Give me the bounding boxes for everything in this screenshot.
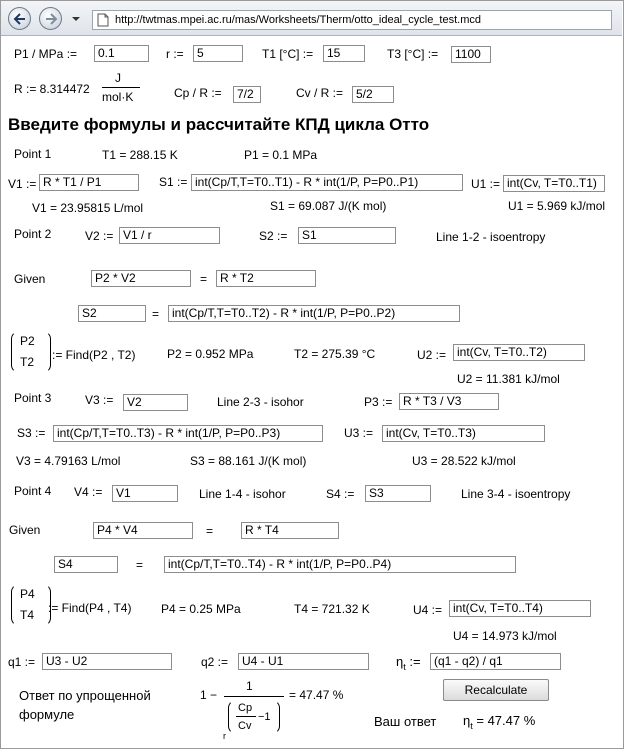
eta-symbol: η (463, 713, 471, 728)
address-bar[interactable] (92, 10, 612, 30)
find-expression: := Find(P4 , T4) (48, 601, 132, 615)
u4-result: U4 = 14.973 kJ/mol (453, 629, 557, 643)
v1-label: V1 := (8, 177, 37, 191)
p3-label: P3 := (364, 395, 393, 409)
p2-result: P2 = 0.952 MPa (167, 347, 254, 361)
u2-formula-input[interactable]: int(Cv, T=T0..T2) (453, 344, 585, 361)
gas-constant-label: R := 8.314472 (14, 82, 90, 96)
s2-formula-input[interactable]: S1 (298, 227, 396, 244)
s3-result: S3 = 88.161 J/(K mol) (190, 454, 307, 468)
line23-label: Line 2-3 - isohor (217, 395, 304, 409)
page-heading: Введите формулы и рассчитайте КПД цикла Отто (8, 115, 430, 134)
point1-label: Point 1 (14, 147, 52, 161)
p3-formula-input[interactable]: R * T3 / V3 (399, 393, 499, 410)
formula-minus-one: −1 (258, 711, 271, 723)
s3-formula-input[interactable]: int(Cp/T,T=T0..T3) - R * int(1/P, P=P0..P3) (53, 425, 323, 442)
v2-formula-input[interactable]: V1 / r (119, 227, 220, 244)
vector-top: P4 (20, 587, 35, 601)
vector-bottom: T2 (20, 355, 35, 369)
back-button[interactable] (8, 7, 31, 30)
fraction-line (102, 87, 140, 88)
formula-cv: Cv (238, 720, 252, 732)
fraction-line (236, 716, 256, 717)
arrow-left-icon (13, 12, 27, 26)
vector-bottom: T4 (20, 608, 35, 622)
arrow-right-icon (44, 12, 58, 26)
v4-label: V4 := (74, 485, 103, 499)
right-paren (43, 331, 51, 373)
v3-formula-input[interactable]: V2 (123, 394, 188, 411)
gas-constant-unit-num: J (115, 71, 121, 85)
u4-label: U4 := (413, 603, 443, 617)
p2v2-input[interactable]: P2 * V2 (91, 270, 191, 287)
s4-formula-input[interactable]: S3 (365, 485, 431, 502)
p1-input[interactable]: 0.1 (94, 45, 149, 62)
point3-label: Point 3 (14, 391, 52, 405)
u4-formula-input[interactable]: int(Cv, T=T0..T4) (449, 600, 591, 617)
r-input[interactable]: 5 (193, 45, 243, 62)
q1-formula-input[interactable]: U3 - U2 (42, 653, 172, 670)
formula-numerator: 1 (246, 679, 253, 693)
rt2-input[interactable]: R * T2 (216, 270, 316, 287)
t4-result: T4 = 721.32 K (294, 602, 370, 616)
v3-label: V3 := (85, 393, 114, 407)
line34-label: Line 3-4 - isoentropy (461, 487, 571, 501)
t3-input[interactable]: 1100 (451, 46, 491, 63)
your-answer-label: Ваш ответ (374, 714, 437, 729)
p1-label: P1 / MPa := (14, 47, 78, 61)
s4-eq-input[interactable]: S4 (54, 556, 118, 573)
cv-r-label: Cv / R := (296, 86, 344, 100)
r-label: r := (166, 47, 184, 61)
q2-formula-input[interactable]: U4 - U1 (238, 653, 369, 670)
equals-sign: = (200, 272, 208, 286)
point2-label: Point 2 (14, 227, 52, 241)
u1-label: U1 := (471, 177, 501, 191)
given-label: Given (14, 272, 46, 286)
right-paren (272, 700, 280, 734)
p4v4-input[interactable]: P4 * V4 (93, 522, 193, 539)
q2-label: q2 := (201, 655, 229, 669)
find-expression: := Find(P2 , T2) (52, 348, 136, 362)
cp-r-label: Cp / R := (174, 86, 222, 100)
page-icon (97, 13, 109, 27)
find-vector-p4-t4 (11, 584, 51, 626)
t1-label: T1 [°C] := (262, 47, 314, 61)
t2-result: T2 = 275.39 °C (294, 347, 376, 361)
equals-sign: = (206, 524, 214, 538)
url-text: http://twtmas.mpei.ac.ru/mas/Worksheets/Therm/otto_ideal_cycle_test.mcd (115, 14, 481, 26)
cp-r-input[interactable]: 7/2 (233, 86, 261, 103)
s2-int-input[interactable]: int(Cp/T,T=T0..T2) - R * int(1/P, P=P0..P2) (168, 305, 460, 322)
s2-eq-input[interactable]: S2 (78, 305, 146, 322)
worksheet (1, 36, 622, 747)
find-vector-p2-t2 (11, 331, 51, 373)
v4-formula-input[interactable]: V1 (112, 485, 178, 502)
point4-label: Point 4 (14, 484, 52, 498)
rt4-input[interactable]: R * T4 (241, 522, 339, 539)
q1-label: q1 := (8, 655, 36, 669)
p4-result: P4 = 0.25 MPa (161, 602, 241, 616)
t1-input[interactable]: 15 (323, 45, 365, 62)
left-paren (228, 700, 236, 734)
v1-result: V1 = 23.95815 L/mol (32, 201, 144, 215)
eta-formula-input[interactable]: (q1 - q2) / q1 (430, 653, 561, 670)
line14-label: Line 1-4 - isohor (199, 487, 286, 501)
equals-sign: = (136, 558, 144, 572)
u1-result: U1 = 5.969 kJ/mol (508, 199, 606, 213)
s1-result: S1 = 69.087 J/(K mol) (270, 199, 387, 213)
u2-result: U2 = 11.381 kJ/mol (457, 372, 560, 386)
formula-r: r (223, 731, 226, 741)
v3-result: V3 = 4.79163 L/mol (16, 454, 121, 468)
recalculate-button[interactable]: Recalculate (443, 679, 549, 701)
v2-label: V2 := (85, 229, 114, 243)
gas-constant-unit-den: mol·K (102, 90, 134, 104)
eta-label (396, 655, 421, 670)
your-answer-value (463, 714, 535, 729)
s2-label: S2 := (259, 229, 288, 243)
u1-formula-input[interactable]: int(Cv, T=T0..T1) (503, 175, 605, 192)
eta-subscript: t (470, 721, 473, 731)
given-label: Given (9, 523, 41, 537)
t3-label: T3 [°C] := (387, 47, 439, 61)
eta-assign: := (409, 654, 421, 669)
your-answer-number: = 47.47 % (476, 713, 536, 728)
left-paren (11, 584, 19, 626)
u2-label: U2 := (417, 348, 447, 362)
exponent-paren (228, 700, 280, 734)
s1-label: S1 := (159, 175, 188, 189)
s3-label: S3 := (17, 426, 46, 440)
formula-cp: Cp (238, 702, 253, 714)
vector-top: P2 (20, 334, 35, 348)
equals-sign: = (152, 307, 160, 321)
fraction-line (224, 696, 284, 697)
formula-result: = 47.47 % (289, 688, 344, 702)
simple-answer-line1: Ответ по упрощенной (19, 688, 151, 703)
eta-subscript: t (403, 662, 406, 672)
chevron-down-icon[interactable] (71, 14, 81, 24)
formula-one-minus: 1 − (200, 688, 218, 702)
s4-label: S4 := (326, 487, 355, 501)
left-paren (11, 331, 19, 373)
u3-label: U3 := (344, 426, 374, 440)
s4-int-input[interactable]: int(Cp/T,T=T0..T4) - R * int(1/P, P=P0..P4) (164, 556, 516, 573)
p1-result: P1 = 0.1 MPa (244, 148, 318, 162)
t1-result: T1 = 288.15 K (102, 148, 178, 162)
line12-label: Line 1-2 - isoentropy (436, 230, 546, 244)
u3-result: U3 = 28.522 kJ/mol (412, 454, 516, 468)
cv-r-input[interactable]: 5/2 (352, 86, 394, 103)
eta-symbol: η (396, 654, 404, 669)
v1-formula-input[interactable]: R * T1 / P1 (39, 174, 139, 191)
simple-answer-line2: формуле (19, 707, 75, 722)
u3-formula-input[interactable]: int(Cv, T=T0..T3) (382, 425, 545, 442)
forward-button[interactable] (39, 7, 62, 30)
s1-formula-input[interactable]: int(Cp/T,T=T0..T1) - R * int(1/P, P=P0..P1) (191, 174, 463, 191)
browser-toolbar (1, 1, 622, 36)
